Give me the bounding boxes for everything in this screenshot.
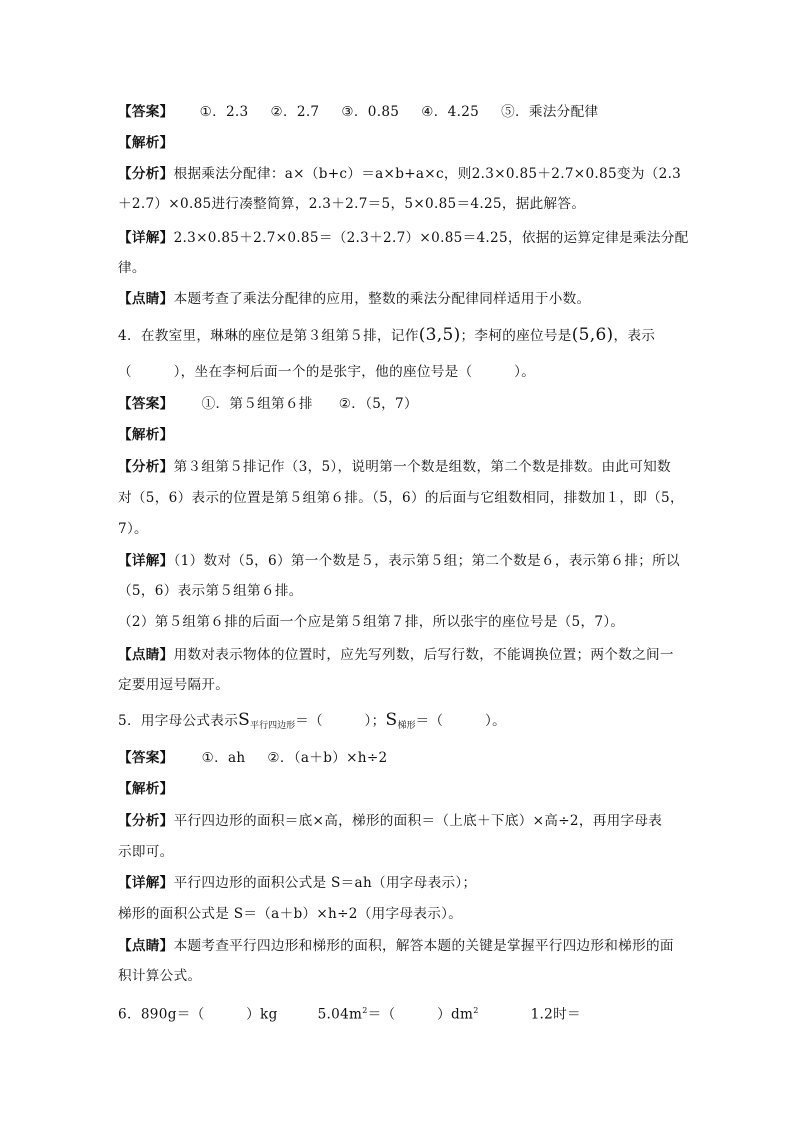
q4-fenxi-line2: 对（5，6）表示的位置是第５组第６排。（5，6）的后面与它组数相同，排数加１，即（5， xyxy=(118,490,684,506)
answer-label: 【答案】 xyxy=(118,104,174,120)
coordinate-pair: (5,6) xyxy=(571,325,614,345)
xiangjie-text: 平行四边形的面积公式是 S＝ah（用字母表示）； xyxy=(173,875,477,891)
answer-label: 【答案】 xyxy=(118,750,174,766)
fenxi-text: 第３组第５排记作（3，5），说明第一个数是组数，第二个数是排数。由此可知数 xyxy=(173,459,671,475)
q5-xiangjie-line2: 梯形的面积公式是 S＝（a＋b）×h÷2（用字母表示）。 xyxy=(118,906,463,922)
fenxi-text: 根据乘法分配律：a×（b+c）＝a×b+a×c，则2.3×0.85＋2.7×0.85变为（2.3 xyxy=(173,166,682,182)
answer-item: ④．4.25 xyxy=(421,104,480,120)
q4-fenxi-line3: 7）。 xyxy=(118,521,148,537)
answer-item: ③．0.85 xyxy=(341,104,400,120)
dianjing-text: 本题考查了乘法分配律的应用，整数的乘法分配律同样适用于小数。 xyxy=(173,291,591,307)
q3-dianjing xyxy=(118,289,590,309)
q4-stem-text: 4．在教室里，琳琳的座位是第３组第５排，记作 xyxy=(118,328,419,344)
xiangjie-label: 【详解】 xyxy=(118,230,174,246)
q5-stem xyxy=(118,710,506,736)
q5-fenxi-line2: 示即可。 xyxy=(118,844,174,860)
q4-xiangjie-line3: （2）第５组第６排的后面一个应是第５组第７排，所以张宇的座位号是（5，7）。 xyxy=(118,614,625,630)
xiangjie-text: 2.3×0.85＋2.7×0.85＝（2.3＋2.7）×0.85＝4.25，依据的运算定律是乘法分配 xyxy=(173,230,689,246)
coordinate-pair: (3,5) xyxy=(418,325,461,345)
q3-fenxi-line2: ＋2.7）×0.85进行凑整简算，2.3＋2.7＝5，5×0.85＝4.25，据此解答。 xyxy=(118,196,586,212)
q5-fenxi-line1 xyxy=(118,811,662,831)
q5-xiangjie-line1 xyxy=(118,873,476,893)
dianjing-label: 【点睛】 xyxy=(118,291,174,307)
fenxi-label: 【分析】 xyxy=(118,813,174,829)
q4-stem-text: ，表示 xyxy=(613,328,656,344)
q6-part: ＝（ ）dm xyxy=(367,1006,474,1023)
q6-part: 1.2时＝ xyxy=(530,1006,581,1023)
answer-item: ⑤．乘法分配律 xyxy=(501,104,599,120)
q4-dianjing-line1 xyxy=(118,645,674,665)
unit-exponent: 2 xyxy=(473,1006,479,1015)
xiangjie-label: 【详解】 xyxy=(118,553,174,569)
q4-stem-line1 xyxy=(118,325,655,346)
fenxi-label: 【分析】 xyxy=(118,166,174,182)
q5-dianjing-line2: 积计算公式。 xyxy=(118,968,202,984)
answer-item: ①．ah xyxy=(201,750,246,766)
q3-fenxi-line1 xyxy=(118,164,681,184)
q3-jiexi: 【解析】 xyxy=(118,135,174,151)
q4-jiexi: 【解析】 xyxy=(118,427,174,443)
area-subscript: 平行四边形 xyxy=(250,721,296,731)
q4-dianjing-line2: 定要用逗号隔开。 xyxy=(118,677,230,693)
answer-item: ②．2.7 xyxy=(270,104,320,120)
answer-item: ①．2.3 xyxy=(199,104,249,120)
q5-stem-text: ＝（ ）。 xyxy=(415,713,506,729)
q5-dianjing-line1 xyxy=(118,936,674,956)
dianjing-text: 本题考查平行四边形和梯形的面积，解答本题的关键是掌握平行四边形和梯形的面 xyxy=(173,938,674,954)
fenxi-text: 平行四边形的面积＝底×高，梯形的面积＝（上底＋下底）×高÷2，再用字母表 xyxy=(173,813,663,829)
q4-stem-line2: （ ），坐在李柯后面一个的是张宇，他的座位号是（ ）。 xyxy=(118,364,536,380)
q5-answer-line xyxy=(118,748,387,768)
answer-item: ②．（5，7） xyxy=(338,396,418,412)
answer-label: 【答案】 xyxy=(118,396,174,412)
q4-stem-text: ；李柯的座位号是 xyxy=(460,328,572,344)
area-symbol: S xyxy=(385,710,398,730)
dianjing-text: 用数对表示物体的位置时，应先写列数，后写行数，不能调换位置；两个数之间一 xyxy=(173,647,674,663)
area-subscript: 梯形 xyxy=(397,721,416,731)
q5-jiexi: 【解析】 xyxy=(118,781,174,797)
q6-stem xyxy=(118,1001,581,1025)
q4-xiangjie-line1 xyxy=(118,551,680,571)
q3-xiangjie-line2: 律。 xyxy=(118,260,146,276)
q4-answer-line xyxy=(118,394,418,414)
q5-stem-text: ＝（ ）； xyxy=(295,713,386,729)
q6-part: 5.04m xyxy=(317,1006,363,1023)
q5-stem-text: 5．用字母公式表示 xyxy=(118,713,239,729)
q4-fenxi-line1 xyxy=(118,457,671,477)
dianjing-label: 【点睛】 xyxy=(118,647,174,663)
unit-exponent: 2 xyxy=(362,1006,368,1015)
q4-xiangjie-line2: （5，6）表示第５组第６排。 xyxy=(118,583,303,599)
answer-item: ①．第５组第６排 xyxy=(201,396,313,412)
xiangjie-text: （1）数对（5，6）第一个数是５，表示第５组；第二个数是６，表示第６排；所以 xyxy=(173,553,680,569)
fenxi-label: 【分析】 xyxy=(118,459,174,475)
q3-xiangjie-line1 xyxy=(118,228,689,248)
area-symbol: S xyxy=(238,710,251,730)
xiangjie-label: 【详解】 xyxy=(118,875,174,891)
q6-part: 6．890g＝（ ）kg xyxy=(118,1006,278,1023)
answer-item: ②．（a＋b）×h÷2 xyxy=(267,750,388,766)
q3-answer-line xyxy=(118,102,598,122)
dianjing-label: 【点睛】 xyxy=(118,938,174,954)
